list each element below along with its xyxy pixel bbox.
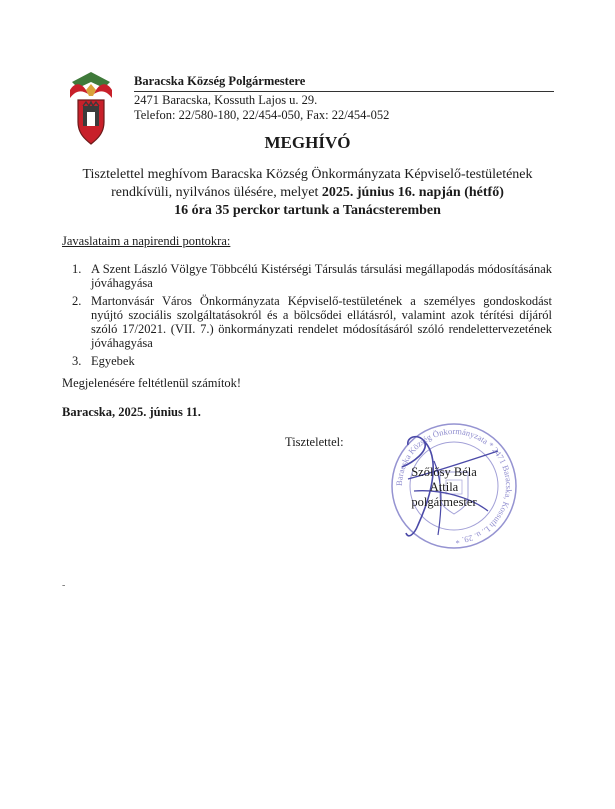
agenda-item (62, 354, 552, 368)
letterhead-contact: Telefon: 22/580-180, 22/454-050, Fax: 22/454-052 (134, 108, 390, 122)
meeting-date: 2025. június 16. napján (hétfő) (321, 185, 504, 200)
agenda-item-text: A Szent László Völgye Többcélú Kistérségi Társulás társulási megállapodás módosításának jóváhagyása (91, 262, 552, 290)
page-speck: - (62, 580, 66, 591)
meeting-time-place: 16 óra 35 perckor tartunk a Tanácsteremben (174, 203, 441, 218)
signer-role: polgármester (411, 495, 477, 509)
agenda-item-text: Martonvásár Város Önkormányzata Képviselő-testületének a személyes gondoskodást nyújtó szociális szolgáltatásokról és a bölcsődei ellátásról, valamint azok térítési díjáról szóló 17/2021. (VII. 7.) önkormányzati rendelet módosításáról szóló rendelettervezetének jóváhagyása (91, 294, 552, 350)
stamp-text: Baracska Község Önkormányzata * 2471 Baracska, Kossuth L. u. 29. * (393, 425, 515, 547)
agenda-item (62, 262, 552, 290)
agenda-item (62, 294, 552, 350)
letterhead-name: Baracska Község Polgármestere (134, 74, 554, 92)
agenda-item-number: 1. (72, 262, 82, 276)
letterhead-address: 2471 Baracska, Kossuth Lajos u. 29. (134, 93, 318, 107)
agenda-item-number: 3. (72, 354, 82, 368)
document-title: MEGHÍVÓ (264, 133, 351, 152)
agenda-intro: Javaslataim a napirendi pontokra: (62, 234, 231, 248)
regards-line: Tisztelettel: (285, 435, 344, 449)
closing-line: Megjelenésére feltétlenül számítok! (62, 376, 242, 390)
signer-block (398, 465, 490, 510)
agenda-item-text: Egyebek (91, 354, 135, 368)
invitation-intro (60, 166, 555, 220)
signer-name: Szőlősy Béla Attila (411, 465, 477, 494)
place-date: Baracska, 2025. június 11. (62, 405, 201, 419)
agenda-item-number: 2. (72, 294, 82, 308)
agenda-list (62, 262, 552, 372)
intro-text: Tisztelettel meghívom Baracska Község Önkormányzata Képviselő-testületének rendkívüli, nyilvános ülésére, melyet (82, 167, 533, 200)
letterhead (134, 74, 554, 123)
